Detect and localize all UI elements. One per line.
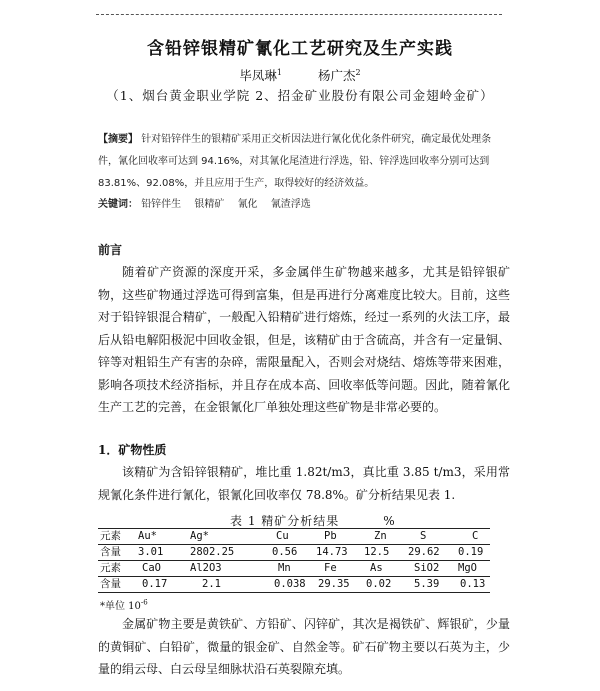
abstract (98, 129, 510, 195)
table-cell: CaO (142, 562, 161, 574)
table-cell: 14.73 (316, 546, 348, 558)
table-cell: 0.038 (274, 578, 306, 590)
table-cell: S (420, 530, 427, 542)
table-cell: SiO2 (414, 562, 440, 574)
table-cell: Fe (324, 562, 337, 574)
ore-paragraph-1: 该精矿为含铅锌银精矿，堆比重 1.82t/m3，真比重 3.85 t/m3，采用常规氰化条件进行氰化，银氰化回收率仅 78.8%。矿分析结果见表 1. (98, 465, 510, 502)
author-sup: 1 (276, 67, 282, 77)
table-cell: 2.1 (202, 578, 221, 590)
keyword: 铅锌伴生 (141, 199, 182, 210)
table-cell: 29.62 (408, 546, 440, 558)
table-cell: Ag* (190, 530, 209, 542)
table-caption (230, 512, 396, 529)
row-label: 元素 (100, 530, 121, 542)
author-line (0, 66, 600, 84)
table-cell: 0.02 (366, 578, 392, 590)
keywords (98, 195, 321, 210)
table-row (98, 528, 490, 544)
paper-title: 含铅锌银精矿氰化工艺研究及生产实践 (147, 39, 453, 59)
keyword: 银精矿 (194, 199, 225, 210)
table-cell: Au* (138, 530, 157, 542)
abstract-text: 针对铅锌伴生的银精矿采用正交析因法进行氰化优化条件研究，确定最优处理条件，氰化回收率可达到 94.16%，对其氰化尾渣进行浮选，铅、锌浮选回收率分别可达到 83.81%、92.08%，并且应用于生产，取得较好的经济效益。 (98, 134, 492, 189)
table-cell: 5.39 (414, 578, 440, 590)
header-rule (96, 14, 502, 15)
note-exponent: -6 (140, 598, 148, 607)
note-text: *单位 10 (100, 601, 141, 612)
author-sup: 2 (355, 67, 361, 77)
abstract-label: 【摘要】 (98, 134, 138, 145)
row-label: 含量 (100, 546, 121, 558)
author-name: 杨广杰 (318, 68, 356, 83)
section-heading-ore-properties: 1．矿物性质 (98, 443, 167, 457)
table-title: 表 1 精矿分析结果 (230, 514, 340, 528)
table-cell: Zn (374, 530, 387, 542)
table-cell: 0.19 (458, 546, 484, 558)
table-row (98, 544, 490, 560)
table-cell: 0.56 (272, 546, 298, 558)
affiliation: （1、烟台黄金职业学院 2、招金矿业股份有限公司金翅岭金矿） (106, 88, 494, 103)
table-cell: 0.13 (460, 578, 486, 590)
table-row (98, 576, 490, 592)
table-cell: Mn (278, 562, 291, 574)
table-cell: MgO (458, 562, 477, 574)
author-name: 毕凤琳 (239, 68, 277, 83)
keyword: 氰化 (237, 199, 258, 210)
analysis-table (98, 528, 490, 592)
preface-paragraph: 随着矿产资源的深度开采，多金属伴生矿物越来越多，尤其是铅锌银矿物，这些矿物通过浮选可得到富集，但是再进行分离难度比较大。目前，这些对于铅锌银混合精矿，一般配入铅精矿进行熔炼，经过一系列的火法工序，最后从铅电解阳极泥中回收金银，但是，该精矿由于含硫高，并含有一定量铜、锌等对粗铅生产有害的杂碎，需限量配入，否则会对烧结、熔炼等带来困难，影响各项技术经济指标，并且存在成本高、回收率低等问题。因此，随着氰化生产工艺的完善，在金银氰化厂单独处理这些矿物是非常必要的。 (98, 265, 510, 414)
table-cell: As (370, 562, 383, 574)
table-unit: % (383, 514, 396, 528)
ore-paragraph-2: 金属矿物主要是黄铁矿、方铅矿、闪锌矿，其次是褐铁矿、辉银矿，少量的黄铜矿、白铅矿，微量的银金矿、自然金等。矿石矿物主要以石英为主，少量的绢云母、白云母呈细脉状沿石英裂隙充填。 (98, 617, 510, 676)
table-cell: 2802.25 (190, 546, 235, 558)
table-cell: 12.5 (364, 546, 390, 558)
table-row (98, 560, 490, 576)
table-cell: C (472, 530, 479, 542)
table-cell: Cu (276, 530, 289, 542)
keywords-label: 关键词： (98, 199, 138, 210)
table-cell: 29.35 (318, 578, 350, 590)
table-cell: Al2O3 (190, 562, 222, 574)
section-heading-preface: 前言 (98, 243, 123, 257)
table-cell: 3.01 (138, 546, 164, 558)
table-bottom-rule (98, 592, 490, 593)
row-label: 含量 (100, 578, 121, 590)
table-cell: 0.17 (142, 578, 168, 590)
table-note (100, 597, 148, 612)
keyword: 氰渣浮选 (270, 199, 311, 210)
table-cell: Pb (324, 530, 337, 542)
row-label: 元素 (100, 562, 121, 574)
